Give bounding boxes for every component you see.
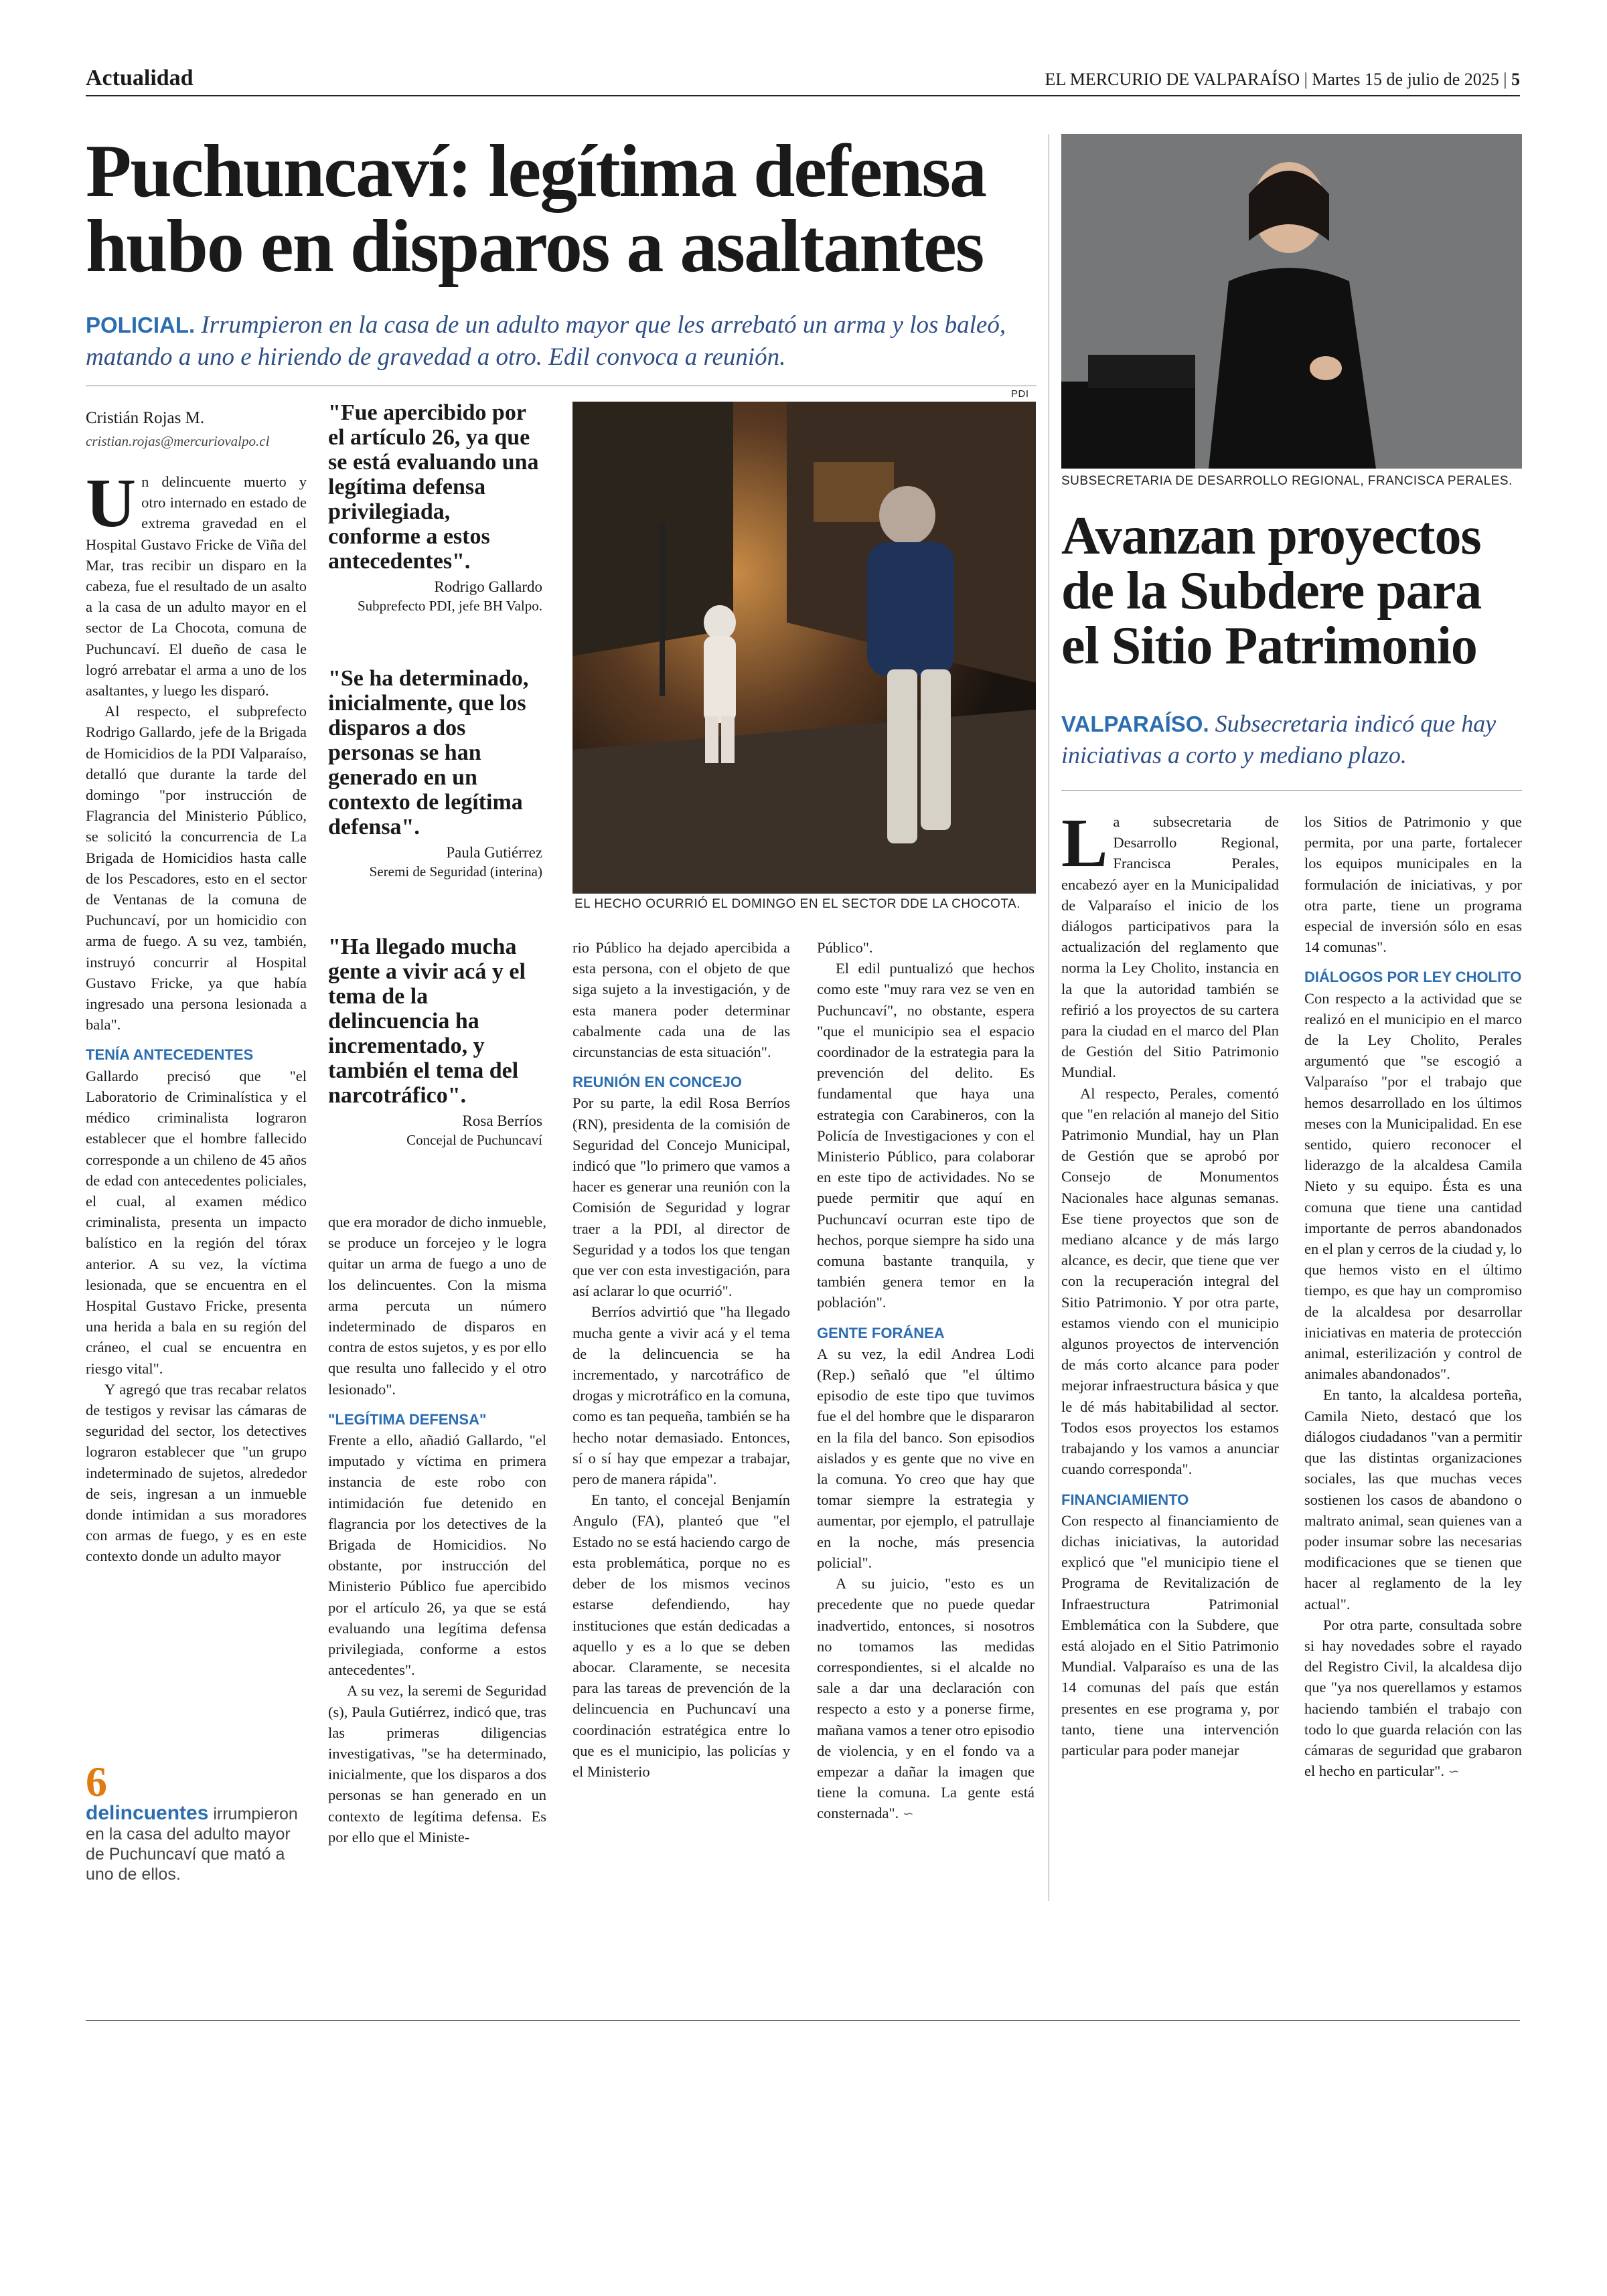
subhead-dialogos: DIÁLOGOS POR LEY CHOLITO [1304, 969, 1522, 986]
subsecretaria-photo [1061, 134, 1522, 469]
quote-text: "Se ha determinado, inicialmente, que los disparos a dos personas se han generado en un contexto de legítima defensa". [328, 666, 529, 839]
subhead-reunion: REUNIÓN EN CONCEJO [572, 1074, 743, 1091]
paragraph: Público". [817, 939, 873, 956]
photo-credit: PDI [1011, 388, 1029, 400]
story1-lead [86, 309, 1037, 374]
fact-number: 6 [86, 1758, 107, 1805]
quote-text: "Ha llegado mucha gente a vivir acá y el tema de la delincuencia ha incrementado, y también el tema del narcotráfico". [328, 934, 526, 1108]
subhead-financiamiento: FINANCIAMIENTO [1061, 1491, 1189, 1508]
paragraph: A su vez, la seremi de Seguridad (s), Paula Gutiérrez, indicó que, tras las primeras diligencias investigativas, "se ha determinado, inicialmente, que los disparos a dos personas se han generado en un contexto de legítima defensa. Es por ello que el Ministe- [328, 1682, 546, 1846]
author-email: cristian.rojas@mercuriovalpo.cl [86, 433, 270, 449]
story1-column-4 [817, 937, 1035, 1825]
paragraph: Por su parte, la edil Rosa Berríos (RN), presidenta de la comisión de Seguridad del Concejo Municipal, indicó que "lo primero que vamos a hacer es generar una reunión con la Comisión de Seguridad y lograr traer a la PDI, al director de Seguridad y a todos los que tengan que ver con esta investigación, para así aclarar lo que ocurrió". [572, 1094, 790, 1300]
quote-role: Subprefecto PDI, jefe BH Valpo. [357, 598, 542, 614]
paragraph: rio Público ha dejado apercibida a esta persona, con el objeto de que siga sujeto a la investigación, y de esta manera poder determinar cabalmente cada una de las circunstancias de esta situación". [572, 939, 790, 1061]
paragraph: A su vez, la edil Andrea Lodi (Rep.) señaló que "el último episodio de este tipo que tuvimos fue el del hombre que le dispararon en la fila del banco. Son episodios aislados y es gente que no vive en la comuna. Yo creo que hay que tomar siempre la estrategia y aumentar, por ejemplo, el patrullaje en la noche, más presencia policial". [817, 1345, 1035, 1571]
story1-column-2 [328, 1212, 546, 1848]
story2-lead [1061, 708, 1530, 770]
quote-author: Rodrigo Gallardo [434, 578, 542, 595]
paragraph: los Sitios de Patrimonio y que permita, por una parte, fortalecer los equipos municipales en la formulación de iniciativas, y por otra parte, tiene un programa especial de inversión sólo en esas 14 comunas". [1304, 813, 1522, 956]
subhead-antecedentes: TENÍA ANTECEDENTES [86, 1046, 254, 1064]
subsecretaria-caption: SUBSECRETARIA DE DESARROLLO REGIONAL, FRANCISCA PERALES. [1061, 474, 1513, 488]
header-rule [86, 95, 1520, 96]
crime-scene-caption: EL HECHO OCURRIÓ EL DOMINGO EN EL SECTOR DDE LA CHOCOTA. [575, 897, 1021, 911]
issue-date: Martes 15 de julio de 2025 [1312, 70, 1499, 89]
pull-quote-gallardo [328, 400, 542, 615]
fact-box [86, 1760, 307, 1884]
crime-scene-photo [572, 402, 1036, 894]
masthead: EL MERCURIO DE VALPARAÍSO | Martes 15 de julio de 2025 | 5 [1045, 70, 1520, 89]
author-name: Cristián Rojas M. [86, 409, 205, 427]
paragraph: Al respecto, el subprefecto Rodrigo Gallardo, jefe de la Brigada de Homicidios de la PDI Valparaíso, detalló que durante la tarde del domingo "por instrucción de Flagrancia del Ministerio Público, se solicitó la concurrencia de La Brigada de Homicidios hasta calle de los Pescadores, esto en el sector de Ventanas de la comuna de Puchuncaví, por un homicidio con arma de fuego. A su vez, también, instruyó concurrir al Hospital Gustavo Fricke, ya que había ingresado una persona lesionada a bala". [86, 703, 307, 1034]
subhead-gente-foranea: GENTE FORÁNEA [817, 1324, 945, 1341]
quote-author: Paula Gutiérrez [446, 844, 542, 861]
story2-lead-text: Subsecretaria indicó que hay iniciativas a corto y mediano plazo. [1061, 710, 1497, 768]
story2-column-2 [1304, 811, 1522, 1782]
paragraph-text: Por otra parte, consultada sobre si hay novedades sobre el rayado del Registro Civil, la alcaldesa dijo que "ya nos querellamos y estamos haciendo también el trabajo con todo lo que guarda relación con las cámaras de seguridad que grabaron el hecho en particular". [1304, 1616, 1522, 1780]
story2-column-1 [1061, 805, 1279, 1760]
paragraph: Y agregó que tras recabar relatos de testigos y revisar las cámaras de seguridad del sector, los detectives lograron establecer que "un grupo indeterminado de sujetos, alrededor de seis, ingresan a un inmueble donde intimidan a sus moradores con armas de fuego, y es en este contexto donde un adulto mayor [86, 1380, 307, 1565]
pull-quote-gutierrez [328, 666, 542, 881]
drop-cap: L [1061, 805, 1108, 882]
story1-column-1 [86, 465, 307, 1567]
story1-headline: Puchuncaví: legítima defensa hubo en disparos a asaltantes [86, 130, 986, 288]
page-number: 5 [1511, 70, 1520, 89]
crime-scene-photo-image [572, 402, 1036, 894]
paragraph: Con respecto al financiamiento de dichas iniciativas, la autoridad explicó que "el municipio tiene el Programa de Revitalización de Infraestructura Patrimonial Emblemática con la Subdere, que está alojado en el Sitio Patrimonio Mundial. Valparaíso es una de las 14 comunas del país que están presentes en ese programa y, por tanto, tiene una intervención particular para poder manejar [1061, 1511, 1279, 1758]
newspaper-name: EL MERCURIO DE VALPARAÍSO [1045, 70, 1300, 89]
fact-bold: delincuentes [86, 1802, 209, 1824]
paragraph [817, 1573, 1035, 1824]
byline [86, 407, 307, 453]
fact-text: irrumpieron en la casa del adulto mayor de Puchuncaví que mató a uno de ellos. [86, 1805, 298, 1884]
quote-role: Concejal de Puchuncaví [406, 1132, 542, 1148]
quote-role: Seremi de Seguridad (interina) [369, 864, 542, 880]
paragraph: Gallardo precisó que "el Laboratorio de Criminalística y el médico criminalista lograron establecer que el hombre fallecido corresponde a un chileno de 45 años de edad con antecedentes policiales, el cual, al examen médico criminalista, presenta un impacto balístico en la región del tórax anterior. A su vez, la víctima lesionada, que se encuentra en el Hospital Gustavo Fricke, presenta una herida a bala en su región del cráneo, el cual se encuentra en riesgo vital". [86, 1067, 307, 1377]
paragraph-text: A su juicio, "esto es un precedente que no puede quedar inadvertido, entonces, si nosotros no tomamos las medidas correspondientes, si el alcalde no sale a dar una declaración con respecto a esto y a ponerse firme, mañana vamos a tener otro episodio de violencia, y en el fondo va a empezar a dañar la imagen que tiene la comuna. La gente está consternada". [817, 1575, 1035, 1822]
pull-quote-berrios [328, 934, 542, 1149]
section-label: Actualidad [86, 66, 194, 90]
paragraph: Con respecto a la actividad que se realizó en el municipio en el marco de la Ley Cholito, Perales argumentó que "se escogió a Valparaíso "por el trabajo que hemos desarrollado en los últimos meses con la Municipalidad. En ese sentido, quiero reconocer el liderazgo de la alcaldesa Camila Nieto y su equipo. Ésta es una comuna que tiene una cantidad importante de perros abandonados en el plan y cerros de la ciudad y, lo que hemos visto en el último tiempo, es que hay un compromiso de la alcaldesa por desarrollar iniciativas en materia de protección animal, esterilización y control de animales abandonados". [1304, 989, 1522, 1383]
story2-headline: Avanzan proyectos de la Subdere para el Sitio Patrimonio [1061, 507, 1482, 675]
story1-lead-text: Irrumpieron en la casa de un adulto mayor que les arrebató un arma y los baleó, matando a uno e hiriendo de gravedad a otro. Edil convoca a reunión. [86, 311, 1006, 371]
paragraph: El edil puntualizó que hechos como este "muy rara vez se ven en Puchuncaví", no obstante, espera "que el municipio sea el espacio coordinador de la estrategia para la prevención del delito. Es fundamental que haya una estrategia con Carabineros, con la Policía de Investigaciones y con el Ministerio Público, para colaborar en este tipo de actividades. No se puede permitir que aquí en Puchuncaví ocurran este tipo de hechos, porque siempre ha sido una comuna bastante tranquila, y también genera temor en la población". [817, 960, 1035, 1311]
quote-author: Rosa Berríos [462, 1113, 542, 1129]
paragraph: que era morador de dicho inmueble, se produce un forcejeo y le logra quitar un arma de fuego a uno de los delincuentes. Con la misma arma percuta un número indeterminado de disparos en contra de estos sujetos, y es por ello que resulta uno fallecido y el otro lesionado". [328, 1214, 546, 1398]
paragraph: En tanto, el concejal Benjamín Angulo (FA), planteó que "el Estado no se está haciendo cargo de esta problemática, porque no es deber de los mismos vecinos estarse defendiendo, hay instituciones que están dedicadas a aquello y es a lo que se deben abocar. Claramente, se necesita para las tareas de prevención de la delincuencia en Puchuncaví una coordinación estratégica entre lo que es el municipio, las policías y el Ministerio [572, 1491, 790, 1780]
paragraph: Frente a ello, añadió Gallardo, "el imputado y víctima en primera instancia de este robo con intimidación fue detenido en flagrancia por los detectives de la Brigada de Homicidios. No obstante, por instrucción del Ministerio Público fue apercibido por el artículo 26, ya que se está evaluando una legítima defensa privilegiada, conforme a estos antecedentes". [328, 1432, 546, 1679]
subhead-legitima-defensa: "LEGÍTIMA DEFENSA" [328, 1410, 487, 1428]
end-of-article-icon: ∽ [902, 1805, 914, 1822]
story2-kicker: VALPARAÍSO. [1061, 712, 1209, 736]
paragraph: Al respecto, Perales, comentó que "en relación al manejo del Sitio Patrimonio Mundial, hay un Plan de Gestión que se aprobó por Consejo de Monumentos Nacionales hace algunas semanas. Ese tiene proyectos que son de mediano alcance y de más largo alcance, es decir, que tiene que ver con la recuperación integral del Sitio Patrimonio. Y por otra parte, estamos viendo con el municipio algunos proyectos de intervención de más corto alcance para poder mejorar infraestructura básica y que le dé más habitabilidad al sector. Todos esos proyectos los estamos trabajando y los vamos a anunciar cuando corresponda". [1061, 1084, 1279, 1478]
paragraph [1304, 1615, 1522, 1783]
paragraph: Berríos advirtió que "ha llegado mucha gente a vivir acá y el tema de la delincuencia se ha incrementado, y narcotráfico de drogas y microtráfico en la comuna, como es tan pequeña, también se ha hecho notar demasiado. Entonces, sí o sí hay que empezar a trabajar, pero de manera rápida". [572, 1303, 790, 1488]
quote-text: "Fue apercibido por el artículo 26, ya que se está evaluando una legítima defensa privilegiada, conforme a estos antecedentes". [328, 400, 539, 574]
paragraph: n delincuente muerto y otro internado en estado de extrema gravedad en el Hospital Gustavo Fricke de Viña del Mar, tras recibir un disparo en la cabeza, fue el resultado de un asalto a la casa de un adulto mayor en el sector de La Chocota, comuna de Puchuncaví. El dueño de casa le logró arrebatar el arma a uno de los asaltantes, y luego les disparó. [86, 473, 307, 700]
lead-rule-2 [1061, 790, 1522, 791]
footer-rule [86, 2020, 1520, 2021]
story1-column-3 [572, 937, 790, 1782]
subsecretaria-photo-image [1061, 134, 1522, 469]
drop-cap: U [86, 465, 137, 542]
paragraph: En tanto, la alcaldesa porteña, Camila Nieto, destacó que los diálogos ciudadanos "van a permitir que las distintas organizaciones sociales, las que muchas veces sostienen los casos de abandono o maltrato animal, sean quienes van a poder insumar sobre las necesarias modificaciones que se tienen que hacer al reglamento de la ley actual". [1304, 1386, 1522, 1613]
end-of-article-icon: ∽ [1448, 1763, 1460, 1780]
story1-kicker: POLICIAL. [86, 313, 196, 337]
paragraph: a subsecretaria de Desarrollo Regional, Francisca Perales, encabezó ayer en la Municipalidad de Valparaíso el inicio de los diálogos participativos para la actualización del reglamento que norma la Ley Cholito, instancia en la que la autoridad también se refirió a los proyectos de su cartera para la ciudad en el marco del Plan de Gestión del Sitio Patrimonio Mundial. [1061, 813, 1279, 1081]
